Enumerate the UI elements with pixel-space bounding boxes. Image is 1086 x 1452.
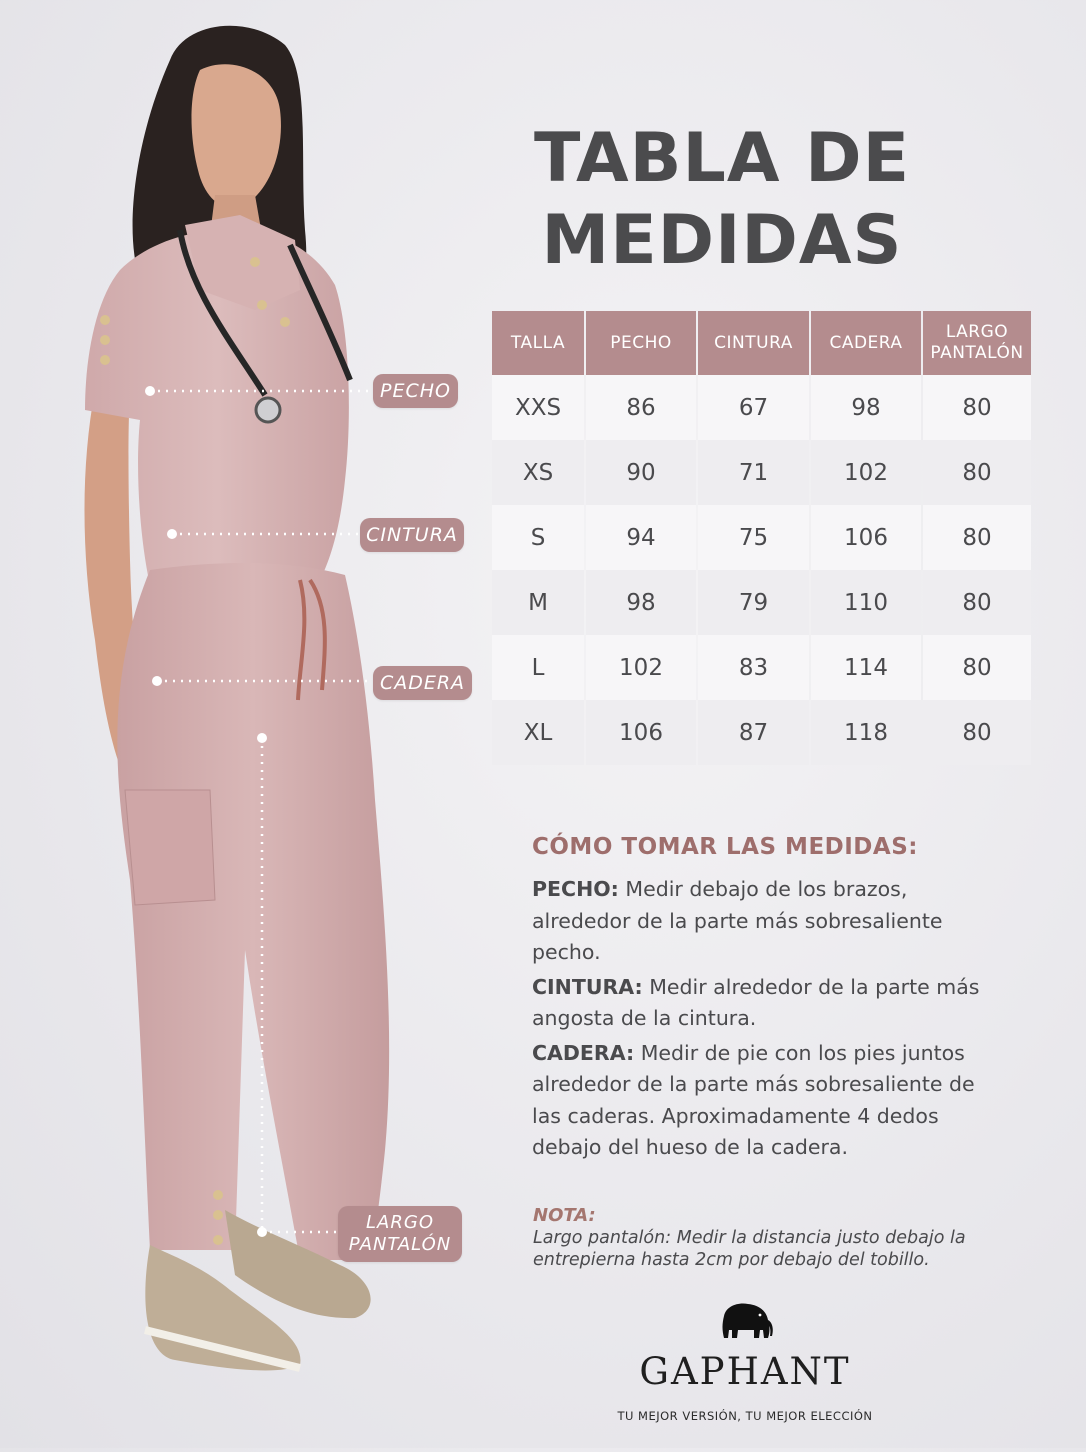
note-heading: NOTA: [533,1205,596,1226]
table-row [492,700,1031,765]
cell-largo-pantalon: 80 [923,635,1031,700]
cell-cintura: 75 [698,505,809,570]
brand-tagline: TU MEJOR VERSIÓN, TU MEJOR ELECCIÓN [617,1409,873,1423]
cell-pecho: 106 [586,700,696,765]
instruction-label: CINTURA: [532,974,643,999]
instruction-label: PECHO: [532,877,619,901]
header-cadera: CADERA [811,311,921,375]
cell-cadera: 106 [811,505,921,570]
header-pecho: PECHO [586,311,696,375]
table-row [492,505,1031,570]
elephant-icon [714,1300,776,1344]
header-cintura: CINTURA [698,311,809,375]
title-line-2: MEDIDAS [541,201,903,280]
cell-cadera: 114 [811,635,921,700]
table-row [492,635,1031,700]
table-row [492,570,1031,635]
instruction-text: Medir de pie con los pies juntos alrededor de la parte más sobresaliente de las caderas. Aproximadamente 4 dedos debajo del hueso de la cadera. [532,1040,975,1159]
brand-footer [600,1300,890,1423]
cell-pecho: 86 [586,375,696,440]
callout-largo-pantalon [338,1206,462,1262]
instruction-text: Medir alrededor de la parte más angosta de la cintura. [532,974,980,1030]
cell-pecho: 90 [586,440,696,505]
callout-cintura-label: CINTURA [366,524,458,546]
header-talla: TALLA [492,311,584,375]
header-largo-pantalon [923,311,1031,375]
cell-cadera: 98 [811,375,921,440]
scrub-pants [117,563,389,1260]
note-text: Largo pantalón: Medir la distancia justo debajo la entrepierna hasta 2cm por debajo del tobillo. [533,1228,966,1270]
callout-pecho-label: PECHO [380,380,451,402]
instructions-heading: CÓMO TOMAR LAS MEDIDAS: [532,834,918,860]
cell-largo-pantalon: 80 [923,570,1031,635]
page-title [492,118,952,282]
header-largo-line1: LARGO [945,322,1009,342]
cell-talla: XL [492,700,584,765]
size-table [490,311,1033,765]
table-row [492,440,1031,505]
cell-cadera: 110 [811,570,921,635]
cell-largo-pantalon: 80 [923,700,1031,765]
cell-talla: M [492,570,584,635]
callout-cintura [360,518,464,552]
table-header-row [492,311,1031,375]
instruction-pecho [532,874,1002,969]
cell-cintura: 67 [698,375,809,440]
note [533,1205,1003,1271]
table-row [492,375,1031,440]
callout-cadera-label: CADERA [379,672,466,694]
title-line-1: TABLA DE [533,119,911,198]
callout-largo-line1: LARGO [366,1212,434,1233]
cell-largo-pantalon: 80 [923,505,1031,570]
cell-largo-pantalon: 80 [923,375,1031,440]
cell-cintura: 83 [698,635,809,700]
cell-cintura: 87 [698,700,809,765]
cell-pecho: 102 [586,635,696,700]
header-largo-line2: PANTALÓN [930,343,1024,363]
cell-pecho: 98 [586,570,696,635]
instruction-cadera [532,1038,1002,1164]
cell-cintura: 79 [698,570,809,635]
cell-talla: S [492,505,584,570]
cell-talla: XS [492,440,584,505]
callout-pecho [373,374,458,408]
cell-pecho: 94 [586,505,696,570]
callout-cadera [373,666,472,700]
instruction-cintura [532,972,1002,1035]
cargo-pocket [125,790,215,905]
table-body [492,375,1031,765]
cell-largo-pantalon: 80 [923,440,1031,505]
callout-largo-line2: PANTALÓN [348,1234,452,1255]
measure-instructions [532,834,1002,1167]
cell-talla: XXS [492,375,584,440]
cell-cintura: 71 [698,440,809,505]
instruction-label: CADERA: [532,1040,635,1065]
brand-name: GAPHANT [639,1350,851,1393]
instruction-text: Medir debajo de los brazos, alrededor de la parte más sobresaliente pecho. [532,877,943,964]
cell-cadera: 118 [811,700,921,765]
cell-cadera: 102 [811,440,921,505]
cell-talla: L [492,635,584,700]
